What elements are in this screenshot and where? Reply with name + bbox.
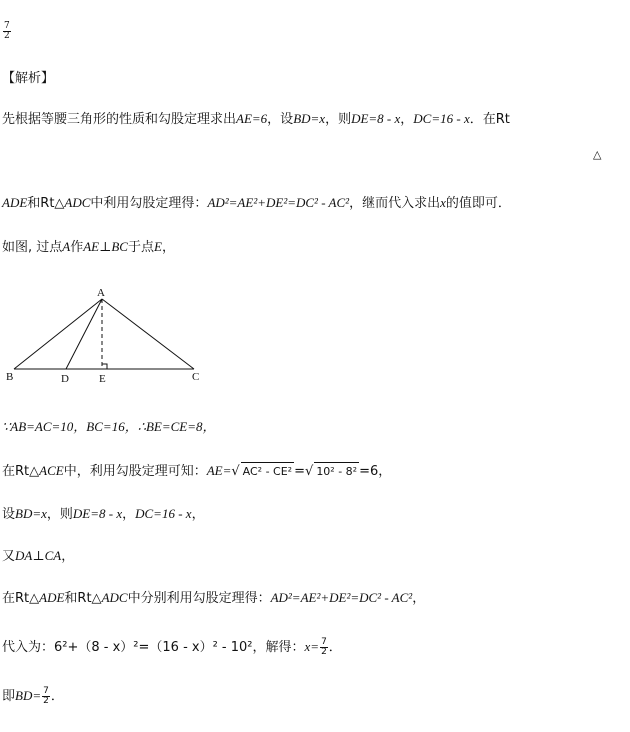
step-line-3: 在Rt△ACE中，利用勾股定理可知：AE=√ AC² - CE² =√ 10² - 8² =6，	[2, 463, 392, 479]
formula-given: ∵AB=AC=10，BC=16，∴BE=CE=8，	[2, 419, 216, 434]
analysis-text: 中利用勾股定理得：	[90, 196, 208, 211]
step-text: 即	[2, 689, 16, 704]
triangle-figure	[0, 282, 220, 392]
analysis-text: ．在Rt	[469, 112, 510, 127]
analysis-line-2	[2, 194, 511, 213]
formula-ae: AE=6	[236, 111, 268, 126]
formula-ae: AE=	[206, 463, 232, 478]
step-text: 在Rt△	[2, 591, 40, 606]
analysis-text: ，	[400, 112, 414, 127]
analysis-text: 先根据等腰三角形的性质和勾股定理求出	[2, 112, 237, 127]
step-text: 设	[2, 507, 16, 522]
analysis-text: ，设	[267, 112, 294, 127]
formula-de: DE=8 - x	[72, 506, 123, 521]
formula-dc: DC=16 - x	[413, 111, 470, 126]
fraction-denominator: 2	[43, 696, 49, 706]
step-line-4	[2, 505, 205, 524]
step-text: 如图, 过点	[2, 240, 63, 255]
formula-perp: DA⊥CA	[15, 548, 62, 563]
variable-x: x	[440, 195, 446, 210]
answer-fraction	[2, 22, 12, 41]
formula-pythagoras: AD²=AE²+DE²=DC² - AC²	[207, 195, 350, 210]
formula-bd: BD=x	[293, 111, 326, 126]
analysis-text: ，则	[325, 112, 352, 127]
step-line-8	[2, 687, 64, 706]
formula-ade: ADE	[2, 195, 28, 210]
answer-denominator: 2	[4, 31, 10, 41]
formula-adc: ADC	[101, 590, 128, 605]
triangle-symbol: △	[593, 148, 602, 161]
step-text: =6，	[359, 464, 392, 479]
fraction-numerator: 7	[321, 637, 327, 647]
point-a: A	[62, 239, 71, 254]
step-text: ，	[412, 591, 426, 606]
step-text: 作	[70, 240, 84, 255]
label-a: A	[97, 287, 105, 299]
formula-ade: ADE	[39, 590, 65, 605]
step-text: 中分别利用勾股定理得：	[127, 591, 271, 606]
label-c: C	[192, 371, 200, 383]
formula-adc: ADC	[64, 195, 91, 210]
radicand-2: 10² - 8²	[314, 462, 359, 481]
step-line-7	[2, 638, 342, 657]
formula-bd: BD=	[15, 688, 42, 703]
formula-perp: AE⊥BC	[83, 239, 128, 254]
analysis-line-1	[2, 110, 510, 129]
step-text: 代入为：6²+（8 - x）²=（16 - x）² - 10²，解得：	[2, 640, 305, 655]
step-text: ，	[122, 507, 136, 522]
step-text: ，则	[46, 507, 73, 522]
analysis-text: 的值即可．	[445, 196, 511, 211]
step-text: ，	[191, 507, 205, 522]
analysis-text: 和Rt△	[27, 196, 65, 211]
analysis-text: ，继而代入求出	[349, 196, 441, 211]
answer-numerator: 7	[4, 21, 10, 31]
step-text: =	[294, 464, 306, 479]
step-text: ．	[50, 689, 64, 704]
step-text: 和Rt△	[64, 591, 102, 606]
fraction-numerator: 7	[43, 686, 49, 696]
step-text: 在Rt△	[2, 464, 40, 479]
step-text: ，	[61, 549, 75, 564]
label-b: B	[6, 371, 14, 383]
formula-pythagoras: AD²=AE²+DE²=DC² - AC²	[270, 590, 413, 605]
step-text: 中，利用勾股定理可知：	[63, 464, 207, 479]
step-text: 于点	[127, 240, 154, 255]
step-line-2	[2, 418, 216, 437]
formula-bd: BD=x	[15, 506, 47, 521]
formula-ace: ACE	[39, 463, 64, 478]
step-text: 又	[2, 549, 16, 564]
fraction-denominator: 2	[321, 647, 327, 657]
analysis-heading: 【解析】	[2, 71, 55, 86]
formula-de: DE=8 - x	[351, 111, 401, 126]
step-line-6	[2, 589, 425, 608]
label-e: E	[99, 373, 106, 385]
step-line-5	[2, 547, 74, 566]
label-d: D	[61, 373, 69, 385]
point-e: E	[153, 239, 162, 254]
step-text: ．	[328, 640, 342, 655]
formula-dc: DC=16 - x	[135, 506, 192, 521]
step-line-1	[2, 238, 175, 257]
step-text: ，	[161, 240, 175, 255]
radicand-1: AC² - CE²	[241, 462, 294, 481]
formula-x: x=	[304, 639, 320, 654]
